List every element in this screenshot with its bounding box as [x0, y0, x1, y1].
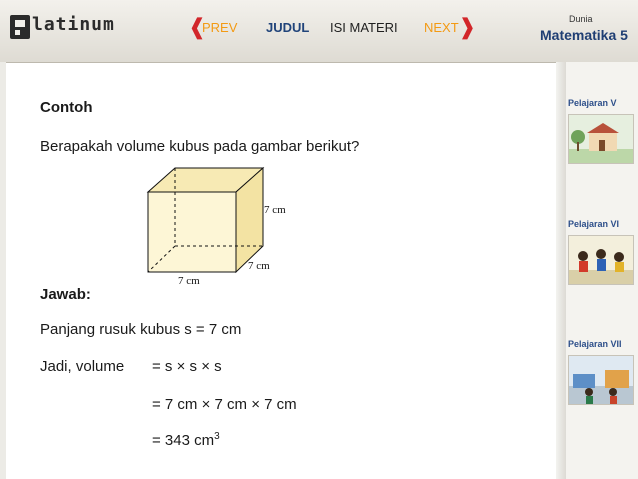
prev-button[interactable]: PREV — [202, 20, 238, 35]
answer-line-1: Panjang rusuk kubus s = 7 cm — [40, 321, 242, 338]
example-heading: Contoh — [40, 99, 93, 116]
sidebar-item-pelajaran-vii[interactable]: Pelajaran VII — [568, 339, 622, 349]
answer-heading: Jawab: — [40, 286, 91, 303]
judul-button[interactable]: JUDUL — [266, 20, 310, 35]
answer-line-4 — [152, 431, 220, 449]
market-scene-icon[interactable] — [568, 355, 634, 405]
prev-chevron-icon[interactable]: ❰ — [188, 15, 207, 40]
cube-label-width: 7 cm — [178, 275, 200, 287]
logo-text: latinum — [32, 14, 115, 35]
brand-title: Matematika 5 — [540, 27, 628, 43]
cube-label-depth: 7 cm — [248, 260, 270, 272]
sidebar-divider — [556, 62, 566, 479]
children-scene-icon[interactable] — [568, 235, 634, 285]
next-button[interactable]: NEXT — [424, 20, 459, 35]
answer-line-3: = 7 cm × 7 cm × 7 cm — [152, 396, 297, 413]
brand-small: Dunia — [569, 14, 593, 24]
next-chevron-icon[interactable]: ❱ — [458, 15, 477, 40]
cube-label-height: 7 cm — [264, 204, 286, 216]
question-text: Berapakah volume kubus pada gambar berikut? — [40, 138, 360, 155]
answer-line-2-label: Jadi, volume — [40, 358, 125, 375]
answer-exponent: 3 — [214, 431, 220, 442]
isi-materi-button[interactable]: ISI MATERI — [330, 20, 398, 35]
answer-result: = 343 cm — [152, 432, 215, 449]
house-scene-icon[interactable] — [568, 114, 634, 164]
sidebar-item-pelajaran-vi[interactable]: Pelajaran VI — [568, 219, 620, 229]
cube-figure — [140, 165, 310, 290]
sidebar-item-pelajaran-v[interactable]: Pelajaran V — [568, 98, 617, 108]
left-strip — [0, 62, 6, 479]
answer-line-2-value: = s × s × s — [152, 358, 222, 375]
